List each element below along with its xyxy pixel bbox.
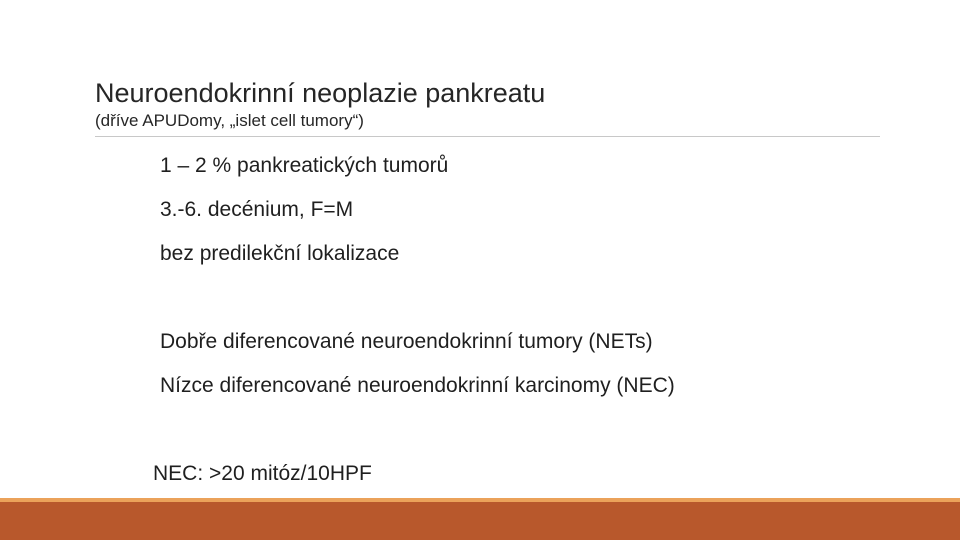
- slide-title: Neuroendokrinní neoplazie pankreatu: [95, 78, 546, 108]
- content-line-nec: Nízce diferencované neuroendokrinní karcinomy (NEC): [160, 374, 675, 397]
- content-line-nets: Dobře diferencované neuroendokrinní tumory (NETs): [160, 330, 653, 353]
- footer-bar: [0, 502, 960, 540]
- content-line-incidence: 1 – 2 % pankreatických tumorů: [160, 154, 449, 177]
- slide-subtitle: (dříve APUDomy, „islet cell tumory“): [95, 111, 364, 130]
- content-line-location: bez predilekční lokalizace: [160, 242, 400, 265]
- content-line-age: 3.-6. decénium, F=M: [160, 198, 354, 221]
- content-line-nec-criteria: NEC: >20 mitóz/10HPF: [153, 462, 372, 485]
- title-divider: [95, 136, 880, 137]
